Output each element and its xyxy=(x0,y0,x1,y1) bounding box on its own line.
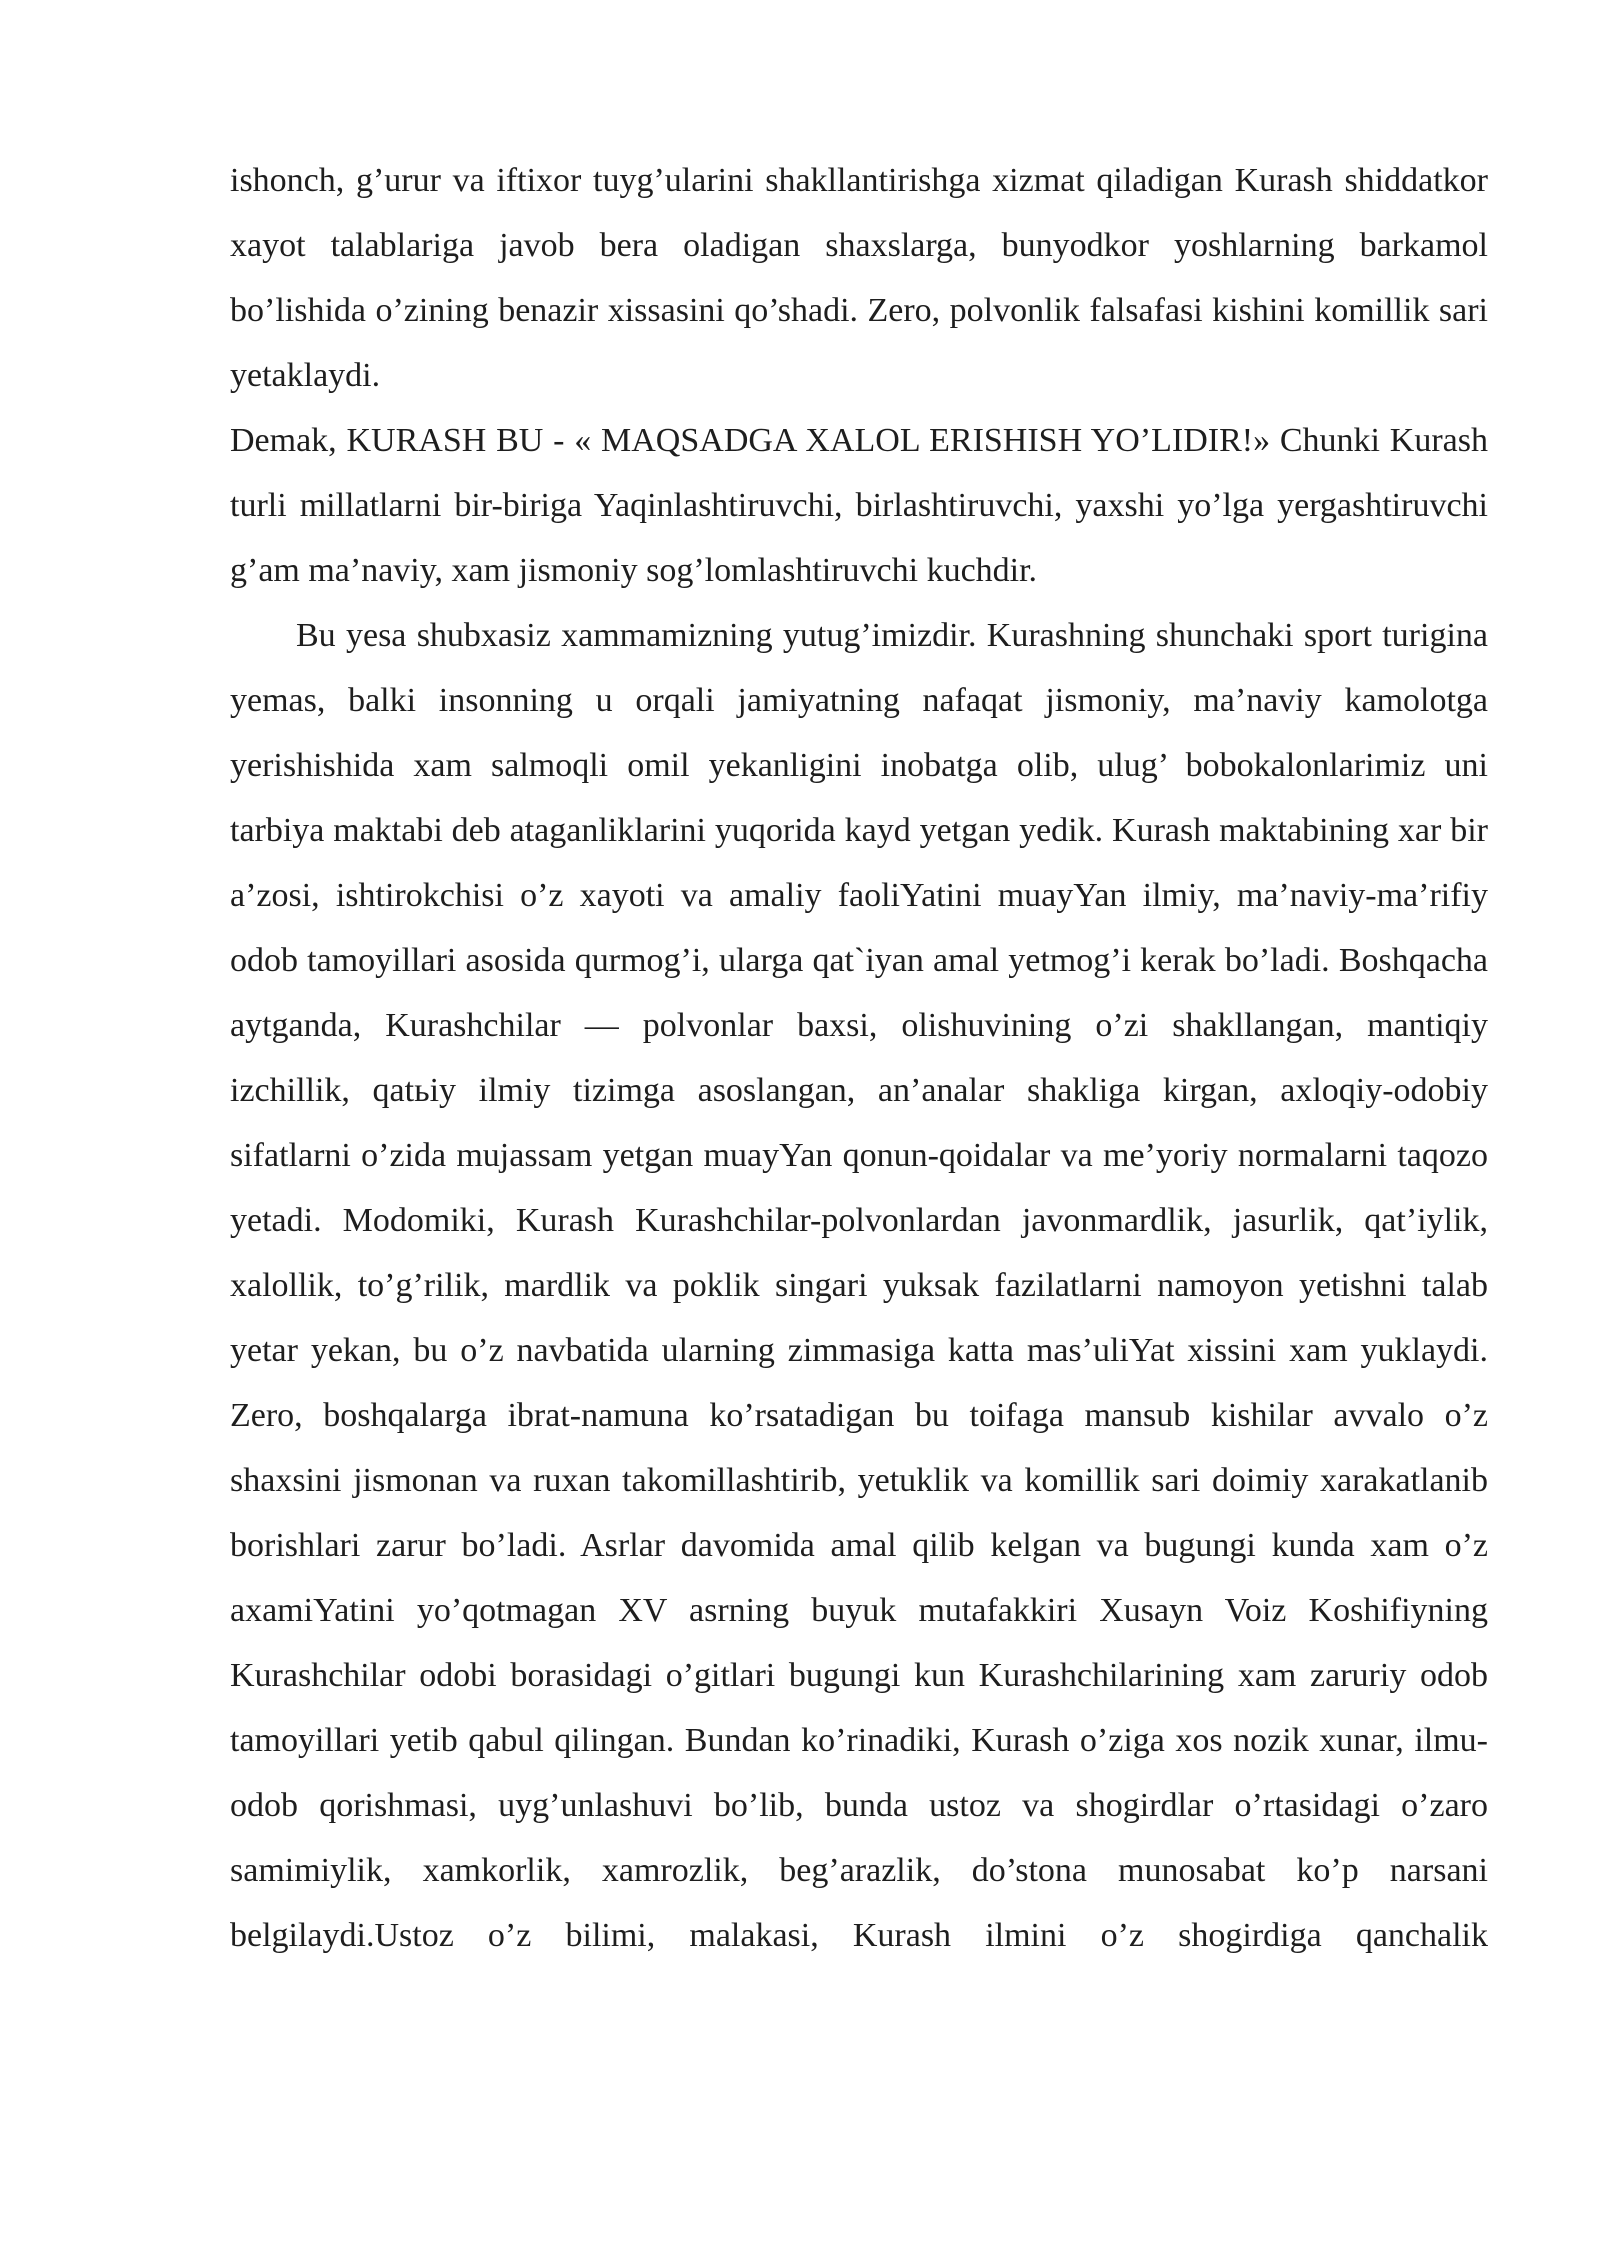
document-body xyxy=(230,148,1488,1968)
paragraph-2: Demak, KURASH BU - « MAQSADGA XALOL ERISHISH YO’LIDIR!» Chunki Kurash turli millatlarni bir-biriga Yaqinlashtiruvchi, birlashtiruvchi, yaxshi yo’lga yergashtiruvchi g’am ma’naviy, xam jismoniy sog’lomlashtiruvchi kuchdir. xyxy=(230,422,1488,589)
paragraph-1: ishonch, g’urur va iftixor tuyg’ularini shakllantirishga xizmat qiladigan Kurash shiddatkor xayot talablariga javob bera oladigan shaxslarga, bunyodkor yoshlarning barkamol bo’lishida o’zining benazir xissasini qo’shadi. Zero, polvonlik falsafasi kishini komillik sari yetaklaydi. xyxy=(230,162,1488,394)
paragraph-3: Bu yesa shubxasiz xammamizning yutug’imizdir. Kurashning shunchaki sport turigina yemas, balki insonning u orqali jamiyatning nafaqat jismoniy, ma’naviy kamolotga yerishishida xam salmoqli omil yekanligini inobatga olib, ulug’ bobokalonlarimiz uni tarbiya maktabi deb ataganliklarini yuqorida kayd yetgan yedik. Kurash maktabining xar bir a’zosi, ishtirokchisi o’z xayoti va amaliy faoliYatini muayYan ilmiy, ma’naviy-ma’rifiy odob tamoyillari asosida qurmog’i, ularga qat`iyan amal yetmog’i kerak bo’ladi. Boshqacha aytganda, Kurashchilar — polvonlar baxsi, olishuvining o’zi shakllangan, mantiqiy izchillik, qatьiy ilmiy tizimga asoslangan, an’analar shakliga kirgan, axloqiy-odobiy sifatlarni o’zida mujassam yetgan muayYan qonun-qoidalar va me’yoriy normalarni taqozo yetadi. Modomiki, Kurash Kurashchilar-polvonlardan javonmardlik, jasurlik, qat’iylik, xalollik, to’g’rilik, mardlik va poklik singari yuksak fazilatlarni namoyon yetishni talab yetar yekan, bu o’z navbatida ularning zimmasiga katta mas’uliYat xissini xam yuklaydi. Zero, boshqalarga ibrat-namuna ko’rsatadigan bu toifaga mansub kishilar avvalo o’z shaxsini jismonan va ruxan takomillashtirib, yetuklik va komillik sari doimiy xarakatlanib borishlari zarur bo’ladi. Asrlar davomida amal qilib kelgan va bugungi kunda xam o’z axamiYatini yo’qotmagan XV asrning buyuk mutafakkiri Xusayn Voiz Koshifiyning Kurashchilar odobi borasidagi o’gitlari bugungi kun Kurashchilarining xam zaruriy odob tamoyillari yetib qabul qilingan. Bundan ko’rinadiki, Kurash o’ziga xos nozik xunar, ilmu-odob qorishmasi, uyg’unlashuvi bo’lib, bunda ustoz va shogirdlar o’rtasidagi o’zaro samimiylik, xamkorlik, xamrozlik, beg’arazlik, do’stona munosabat ko’p narsani belgilaydi.Ustoz o’z bilimi, malakasi, Kurash ilmini o’z shogirdiga qanchalik xyxy=(230,617,1488,1954)
